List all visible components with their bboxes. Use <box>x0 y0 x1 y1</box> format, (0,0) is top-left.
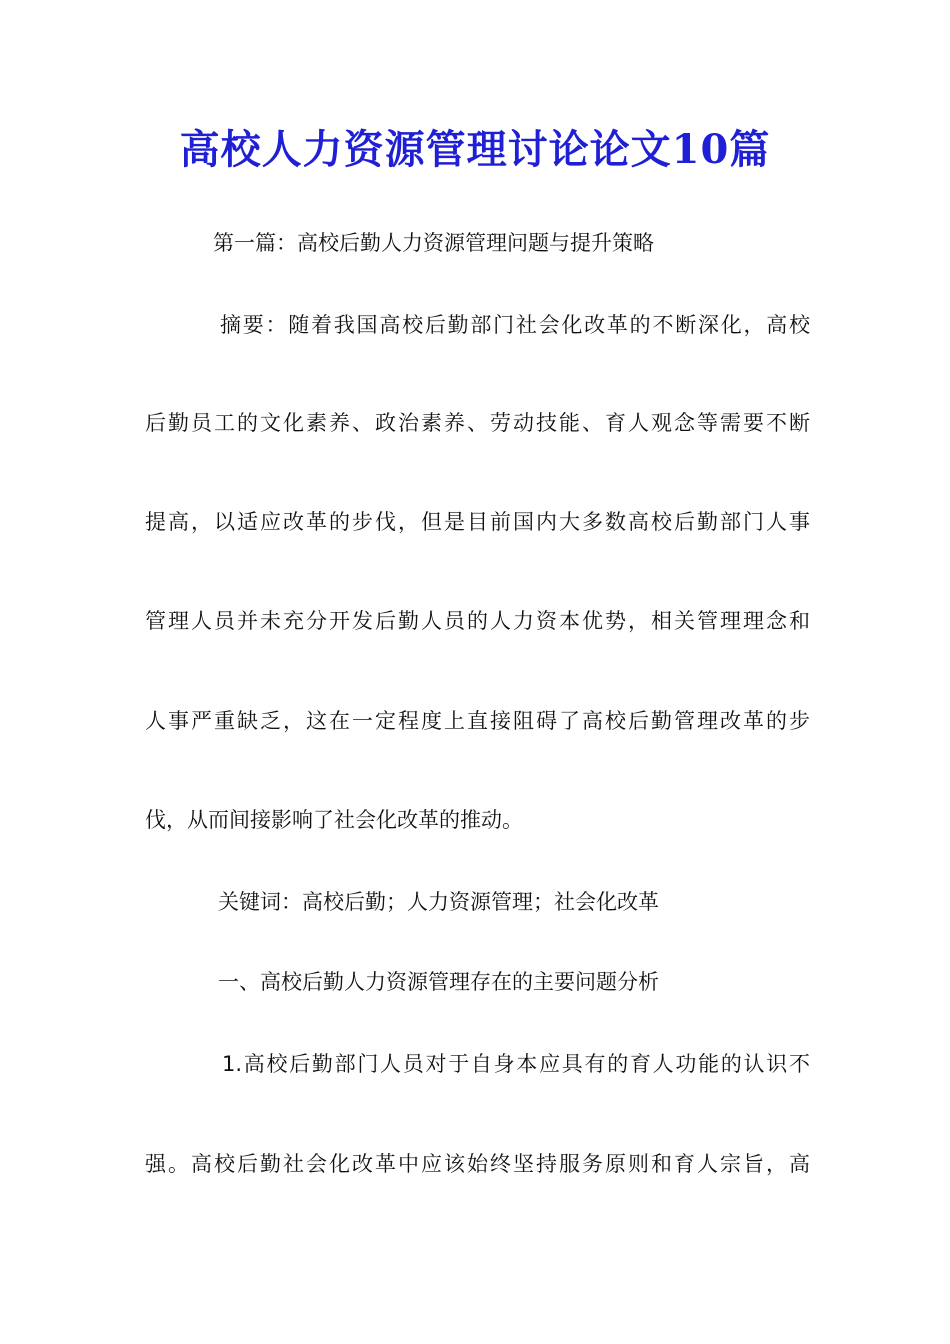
paragraph-1-line-2: 强。高校后勤社会化改革中应该始终坚持服务原则和育人宗旨，高 <box>145 1152 810 1176</box>
abstract-line-4: 管理人员并未充分开发后勤人员的人力资本优势，相关管理理念和 <box>145 609 810 633</box>
document-title: 高校人力资源管理讨论论文10篇 <box>179 126 771 173</box>
abstract-line-6: 伐，从而间接影响了社会化改革的推动。 <box>145 808 523 832</box>
abstract-line-2: 后勤员工的文化素养、政治素养、劳动技能、育人观念等需要不断 <box>145 411 810 435</box>
abstract-line-1: 摘要：随着我国高校后勤部门社会化改革的不断深化，高校 <box>220 313 810 337</box>
abstract-line-3: 提高，以适应改革的步伐，但是目前国内大多数高校后勤部门人事 <box>145 510 810 534</box>
paragraph-1-line-1: 1.高校后勤部门人员对于自身本应具有的育人功能的认识不 <box>222 1052 810 1076</box>
subheading-problems: 一、高校后勤人力资源管理存在的主要问题分析 <box>218 970 659 994</box>
abstract-line-5: 人事严重缺乏，这在一定程度上直接阻碍了高校后勤管理改革的步 <box>145 709 810 733</box>
section-heading: 第一篇：高校后勤人力资源管理问题与提升策略 <box>213 231 654 255</box>
keywords-line: 关键词：高校后勤；人力资源管理；社会化改革 <box>218 890 659 914</box>
